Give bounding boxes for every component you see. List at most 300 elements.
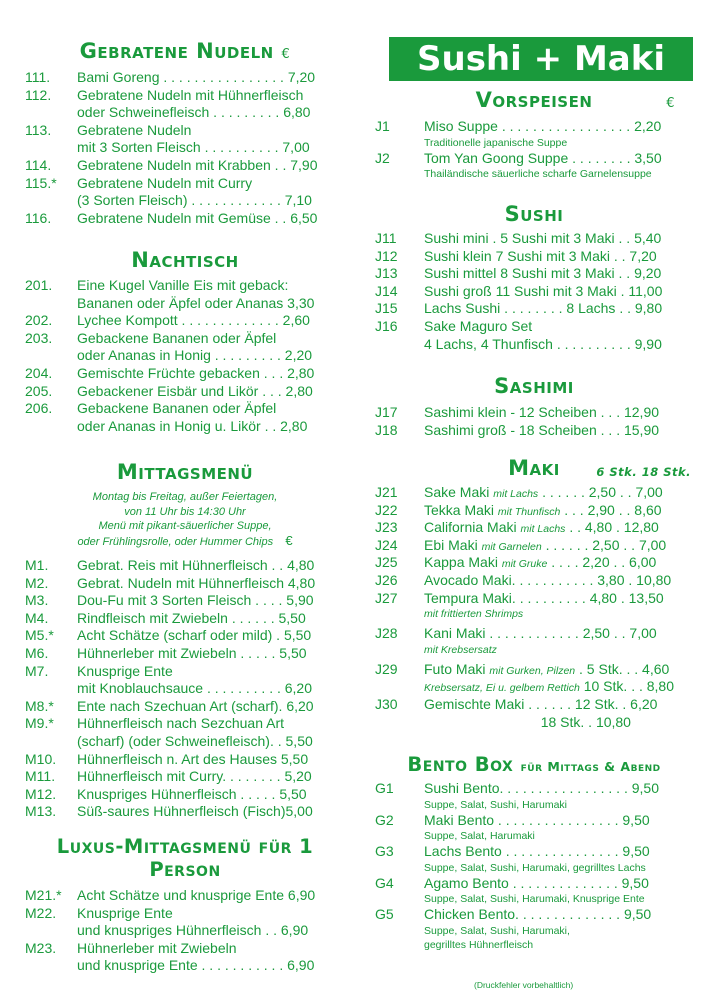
item-text <box>424 248 693 266</box>
item-name: Gebrat. Nudeln mit Hühnerfleisch 4,80 <box>77 574 316 591</box>
item-name: Miso Suppe . . . . . . . . . . . . . . . . . 2,20 <box>424 118 662 134</box>
item-name: Lachs Sushi . . . . . . . . 8 Lachs . . 9,80 <box>424 300 663 317</box>
item-name: Tekka Maki <box>424 501 495 518</box>
item-name: Sushi mini . 5 Sushi mit 3 Maki . . 5,40 <box>424 230 662 246</box>
menu-item-row <box>25 887 345 905</box>
item-detail: mit Garnelen <box>481 540 542 553</box>
item-number: J15 <box>375 300 398 317</box>
menu-item-row <box>375 422 693 440</box>
menu-item-row <box>375 502 693 520</box>
item-name: Kappa Maki <box>424 554 498 571</box>
item-number: M3. <box>25 592 49 609</box>
item-price: . . 4,80 . 12,80 <box>569 519 659 536</box>
item-text <box>77 192 345 210</box>
item-name: Gebackener Eisbär und Likör . . . 2,80 <box>77 382 313 399</box>
menu-item-row <box>25 312 345 330</box>
item-description-text: Suppe, Salat, Sushi, Harumaki, Knusprige Ente <box>424 893 645 906</box>
item-name: (scharf) (oder Schweinefleisch). . 5,50 <box>77 732 313 749</box>
item-name: Lychee Kompott . . . . . . . . . . . . . 2,60 <box>77 312 310 329</box>
item-name: Gebackene Bananen oder Äpfel <box>77 329 277 346</box>
item-name: Knusprige Ente <box>77 904 173 921</box>
item-name: Tom Yan Goong Suppe . . . . . . . . 3,50 <box>424 149 662 166</box>
item-number: 204. <box>25 364 53 381</box>
item-text <box>77 803 345 821</box>
menu-item-row <box>25 400 345 418</box>
item-text <box>77 157 345 175</box>
item-name: Gebackene Bananen oder Äpfel <box>77 400 277 417</box>
item-name: und knusprige Ente . . . . . . . . . . . 6,90 <box>77 957 315 974</box>
item-name: 4 Lachs, 4 Thunfisch . . . . . . . . . . 9,90 <box>424 335 662 352</box>
item-text <box>424 625 693 643</box>
menu-item-row <box>375 283 693 301</box>
sashimi-section <box>375 374 693 439</box>
item-text <box>424 283 693 301</box>
menu-item-row <box>25 715 345 733</box>
item-name: Sushi klein 7 Sushi mit 3 Maki . . 7,20 <box>424 247 657 264</box>
item-description-text: Suppe, Salat, Sushi, Harumaki <box>424 798 567 811</box>
item-name: mit Knoblauchsauce . . . . . . . . . . 6,20 <box>77 680 313 697</box>
menu-item-row <box>25 277 345 295</box>
menu-item-row <box>375 875 693 893</box>
item-name: Gebratene Nudeln mit Gemüse . . 6,50 <box>77 209 318 226</box>
item-number: M4. <box>25 609 49 626</box>
item-name: Lachs Bento . . . . . . . . . . . . . . . 9,50 <box>424 843 650 860</box>
item-name: Acht Schätze und knusprige Ente 6,90 <box>77 887 316 903</box>
menu-item-row <box>25 157 345 175</box>
item-name: Kani Maki . . . . . . . . . . . . 2,50 . . 7,00 <box>424 625 657 642</box>
menu-item-description <box>375 892 693 906</box>
item-number: 203. <box>25 329 53 346</box>
item-text <box>77 733 345 751</box>
menu-item-description <box>375 938 693 952</box>
menu-item-row <box>25 645 345 663</box>
item-name: Sashimi klein - 12 Scheiben . . . 12,90 <box>424 404 660 420</box>
item-name: Sake Maguro Set <box>424 317 533 334</box>
item-number: J29 <box>375 660 398 677</box>
item-name: Knusprige Ente <box>77 662 173 679</box>
menu-item-row <box>375 678 693 696</box>
section-title-nachtisch: Nachtisch <box>131 248 239 272</box>
menu-item-row <box>25 751 345 769</box>
menu-item-row <box>25 768 345 786</box>
item-text <box>77 887 345 905</box>
menu-item-row <box>25 347 345 365</box>
menu-item-row <box>375 572 693 590</box>
item-number: M13. <box>25 803 57 820</box>
menu-item-row <box>375 780 693 798</box>
menu-item-row <box>25 104 345 122</box>
menu-item-row <box>25 610 345 628</box>
menu-item-row <box>25 698 345 716</box>
item-text <box>77 312 345 330</box>
item-text <box>424 590 693 608</box>
menu-item-row <box>25 680 345 698</box>
item-description-text: Suppe, Salat, Harumaki <box>424 830 535 843</box>
item-name: oder Ananas in Honig . . . . . . . . . 2,20 <box>77 347 313 364</box>
menu-item-row <box>25 592 345 610</box>
item-text <box>77 627 345 645</box>
luxus-section <box>25 835 345 975</box>
item-detail: mit Lachs <box>520 523 566 536</box>
menu-item-description <box>375 607 693 621</box>
item-text <box>77 365 345 383</box>
item-text <box>77 905 345 923</box>
item-text <box>77 347 345 365</box>
item-text <box>77 663 345 681</box>
item-number: J11 <box>375 230 397 246</box>
item-number: J16 <box>375 317 398 334</box>
sushi-maki-banner: Sushi + Maki <box>389 37 693 81</box>
item-text <box>77 957 345 975</box>
item-name: 18 Stk. . 10,80 <box>424 713 631 730</box>
item-name: Eine Kugel Vanille Eis mit geback: <box>77 277 289 293</box>
item-text <box>77 400 345 418</box>
menu-item-row <box>375 590 693 608</box>
item-number: J23 <box>375 519 398 536</box>
item-number: 206. <box>25 400 53 417</box>
item-name: Futo Maki <box>424 660 486 677</box>
menu-item-row <box>375 537 693 555</box>
item-number: G4 <box>375 874 394 891</box>
item-text <box>77 698 345 716</box>
item-detail: Krebsersatz, Ei u. gelbem Rettich <box>424 682 580 695</box>
item-text <box>424 714 693 732</box>
section-title-vorspeisen: Vorspeisen € <box>475 88 675 112</box>
item-text <box>424 300 693 318</box>
section-title-mittag: Mittagsmenü <box>116 460 254 484</box>
item-text <box>77 122 345 140</box>
item-description-text: gegrilltes Hühnerfleisch <box>424 938 534 951</box>
menu-item-row <box>375 812 693 830</box>
item-name: Hühnerleber mit Zwiebeln . . . . . 5,50 <box>77 644 307 661</box>
item-text <box>77 610 345 628</box>
item-name: Gemischte Maki . . . . . . 12 Stk. . 6,20 <box>424 695 658 712</box>
item-name: Tempura Maki. . . . . . . . . . 4,80 . 13,50 <box>424 589 664 606</box>
menu-item-row <box>25 383 345 401</box>
sushi-section <box>375 202 693 353</box>
section-title-bento: Bento Box für Mittags & Abend <box>407 753 661 776</box>
item-number: J26 <box>375 571 398 588</box>
item-number: M10. <box>25 750 57 767</box>
menu-item-row <box>375 336 693 354</box>
item-price: . . . . . . 2,50 . . 7,00 <box>542 484 663 500</box>
item-text <box>77 210 345 228</box>
nachtisch-section <box>25 248 345 435</box>
section-title-sushi: Sushi <box>504 202 564 226</box>
section-title-luxus: Luxus-Mittagsmenü für 1 Person <box>56 835 314 881</box>
item-text <box>424 118 693 136</box>
item-name: Hühnerfleisch n. Art des Hauses 5,50 <box>77 750 309 767</box>
item-name: Rindfleisch mit Zwiebeln . . . . . . 5,50 <box>77 609 306 626</box>
item-number: M2. <box>25 574 49 591</box>
menu-item-row <box>375 661 693 679</box>
item-name: Hühnerleber mit Zwiebeln <box>77 939 237 956</box>
item-number: 116. <box>25 209 52 226</box>
item-description-text: Suppe, Salat, Sushi, Harumaki, gegrilltes Lachs <box>424 861 646 874</box>
item-name: oder Schweinefleisch . . . . . . . . . 6,80 <box>77 104 311 121</box>
menu-item-description <box>375 798 693 812</box>
item-name: Maki Bento . . . . . . . . . . . . . . . . 9,50 <box>424 811 650 828</box>
item-name: Gebrat. Reis mit Hühnerfleisch . . 4,80 <box>77 557 315 573</box>
section-title-sashimi: Sashimi <box>494 374 574 398</box>
item-name: Bananen oder Äpfel oder Ananas 3,30 <box>77 294 315 311</box>
item-price: 10 Stk. . . 8,80 <box>583 678 674 695</box>
item-name: Sushi mittel 8 Sushi mit 3 Maki . . 9,20 <box>424 265 662 282</box>
item-name: Gebratene Nudeln <box>77 121 192 138</box>
item-number: 113. <box>25 121 52 138</box>
menu-item-row <box>25 122 345 140</box>
item-text <box>424 318 693 336</box>
menu-item-row <box>375 318 693 336</box>
mittag-section <box>25 460 345 821</box>
menu-item-row <box>25 139 345 157</box>
mittag-note: Montag bis Freitag, außer Feiertagen, von 11 Uhr bis 14:30 Uhr Menü mit pikant-säuerlicher Suppe, oder Frühlingsrolle, oder Hummer Chips € <box>77 491 293 548</box>
item-number: 201. <box>25 277 53 293</box>
item-text <box>77 557 345 575</box>
item-name: Ebi Maki <box>424 536 478 553</box>
item-description-text: Thailändische säuerliche scharfe Garnelensuppe <box>424 168 652 181</box>
menu-item-description <box>375 136 693 150</box>
item-text <box>424 572 693 590</box>
item-name: Sushi groß 11 Sushi mit 3 Maki . 11,00 <box>424 282 663 299</box>
item-name: Hühnerfleisch nach Sezchuan Art <box>77 715 285 732</box>
item-number: M21.* <box>25 887 62 903</box>
menu-item-row <box>25 295 345 313</box>
item-text <box>424 780 693 798</box>
item-description-text: mit frittierten Shrimps <box>424 608 524 621</box>
item-number: M22. <box>25 904 57 921</box>
item-text <box>424 843 693 861</box>
bento-section <box>375 753 693 952</box>
item-number: J28 <box>375 625 398 642</box>
item-description-text: mit Krebsersatz <box>424 643 497 656</box>
item-text <box>77 104 345 122</box>
item-number: 111. <box>25 69 51 85</box>
item-name: Sushi Bento. . . . . . . . . . . . . . . . . 9,50 <box>424 780 659 796</box>
item-text <box>424 422 693 440</box>
menu-item-row <box>375 714 693 732</box>
item-number: J2 <box>375 149 390 166</box>
item-number: M6. <box>25 644 49 661</box>
menu-item-row <box>375 150 693 168</box>
item-number: M8.* <box>25 697 54 714</box>
item-name: (3 Sorten Fleisch) . . . . . . . . . . . . 7,10 <box>77 192 312 209</box>
menu-item-description <box>375 829 693 843</box>
section-title-maki: Maki 6 Stk. 18 Stk. <box>508 456 691 480</box>
menu-item-row <box>375 906 693 924</box>
menu-item-row <box>25 365 345 383</box>
currency-label: € <box>666 96 675 111</box>
menu-item-row <box>25 940 345 958</box>
item-text <box>424 875 693 893</box>
item-number: G5 <box>375 906 394 923</box>
item-text <box>77 87 345 105</box>
item-name: California Maki <box>424 519 517 536</box>
menu-item-row <box>25 575 345 593</box>
menu-item-row <box>375 230 693 248</box>
item-text <box>424 404 693 422</box>
item-price: . . . 2,90 . . 8,60 <box>564 501 662 518</box>
item-name: und knuspriges Hühnerfleisch . . 6,90 <box>77 922 309 939</box>
item-name: Gebratene Nudeln mit Krabben . . 7,90 <box>77 156 318 173</box>
menu-item-row <box>375 625 693 643</box>
menu-item-row <box>375 696 693 714</box>
menu-item-description <box>375 643 693 657</box>
menu-item-row <box>25 87 345 105</box>
item-number: J13 <box>375 265 398 282</box>
item-number: M23. <box>25 939 57 956</box>
item-number: M7. <box>25 662 49 679</box>
footer-note: (Druckfehler vorbehaltlich) <box>474 980 574 990</box>
item-name: Ente nach Szechuan Art (scharf). 6,20 <box>77 697 314 714</box>
menu-item-row <box>375 248 693 266</box>
item-text <box>77 940 345 958</box>
menu-item-row <box>375 265 693 283</box>
item-number: J27 <box>375 589 398 606</box>
item-name: Gebratene Nudeln mit Curry <box>77 174 253 191</box>
menu-item-row <box>25 557 345 575</box>
item-text <box>77 139 345 157</box>
menu-item-row <box>25 418 345 436</box>
menu-item-row <box>25 922 345 940</box>
item-number: G2 <box>375 811 394 828</box>
item-number: M5.* <box>25 627 54 644</box>
menu-item-row <box>375 843 693 861</box>
menu-item-row <box>25 627 345 645</box>
item-text <box>424 150 693 168</box>
item-name: Gebratene Nudeln mit Hühnerfleisch <box>77 86 304 103</box>
item-name: Sake Maki <box>424 484 490 500</box>
item-number: 115.* <box>25 174 57 191</box>
item-number: J1 <box>375 118 390 134</box>
item-text <box>424 906 693 924</box>
item-text <box>77 295 345 313</box>
item-text <box>424 230 693 248</box>
menu-item-row <box>25 330 345 348</box>
item-name: Süß-saures Hühnerfleisch (Fisch)5,00 <box>77 803 313 820</box>
item-text <box>77 786 345 804</box>
item-name: Knuspriges Hühnerfleisch . . . . . 5,50 <box>77 785 307 802</box>
item-detail: mit Thunfisch <box>497 505 561 518</box>
item-text <box>77 592 345 610</box>
menu-item-row <box>375 404 693 422</box>
item-text <box>424 696 693 714</box>
item-text <box>424 812 693 830</box>
item-detail: mit Gruke <box>501 558 548 571</box>
menu-item-row <box>375 554 693 572</box>
menu-item-row <box>375 300 693 318</box>
item-text <box>77 922 345 940</box>
item-name: Dou-Fu mit 3 Sorten Fleisch . . . . 5,90 <box>77 592 314 609</box>
item-text <box>77 383 345 401</box>
item-number: J14 <box>375 282 398 299</box>
menu-item-row <box>25 733 345 751</box>
item-text <box>77 277 345 295</box>
menu-item-description <box>375 924 693 938</box>
item-number: J17 <box>375 404 398 420</box>
item-number: M9.* <box>25 715 54 732</box>
menu-item-row <box>25 663 345 681</box>
item-text <box>77 69 345 87</box>
item-text <box>424 336 693 354</box>
item-text <box>77 175 345 193</box>
item-detail: mit Lachs <box>493 488 539 500</box>
item-number: M11. <box>25 768 56 785</box>
menu-item-row <box>25 786 345 804</box>
item-name: Agamo Bento . . . . . . . . . . . . . . 9,50 <box>424 874 649 891</box>
item-number: J12 <box>375 247 398 264</box>
item-text <box>77 645 345 663</box>
item-name: Hühnerfleisch mit Curry. . . . . . . . 5,20 <box>77 768 312 785</box>
nudeln-section <box>25 39 345 227</box>
menu-item-row <box>375 118 693 136</box>
currency-label: € <box>285 532 293 548</box>
item-text <box>77 768 345 786</box>
menu-item-row <box>25 803 345 821</box>
item-number: 205. <box>25 382 53 399</box>
menu-item-row <box>25 175 345 193</box>
item-text <box>77 575 345 593</box>
section-title-nudeln: Gebratene Nudeln € <box>79 39 291 63</box>
menu-item-description <box>375 861 693 875</box>
item-price: . . . . 2,20 . . 6,00 <box>551 554 657 571</box>
menu-item-row <box>25 905 345 923</box>
menu-item-row <box>25 192 345 210</box>
item-number: 112. <box>25 86 52 103</box>
item-number: J24 <box>375 536 398 553</box>
item-name: Sashimi groß - 18 Scheiben . . . 15,90 <box>424 421 660 438</box>
item-number: M1. <box>25 557 49 573</box>
item-name: Avocado Maki. . . . . . . . . . . 3,80 . 10,80 <box>424 571 672 588</box>
vorspeisen-section <box>375 88 693 181</box>
item-text <box>77 680 345 698</box>
item-name: oder Ananas in Honig u. Likör . . 2,80 <box>77 417 308 434</box>
maki-section <box>375 456 693 731</box>
menu-item-row <box>25 957 345 975</box>
item-name: Acht Schätze (scharf oder mild) . 5,50 <box>77 627 312 644</box>
item-number: J25 <box>375 554 398 571</box>
item-description-text: Suppe, Salat, Sushi, Harumaki, <box>424 924 570 937</box>
item-detail: mit Gurken, Pilzen <box>489 664 576 677</box>
item-text <box>77 330 345 348</box>
item-number: M12. <box>25 785 57 802</box>
menu-item-row <box>25 210 345 228</box>
menu-item-row <box>375 484 693 502</box>
item-price: . 5 Stk. . . 4,60 <box>579 660 670 677</box>
menu-item-row <box>375 519 693 537</box>
item-name: mit 3 Sorten Fleisch . . . . . . . . . . 7,00 <box>77 139 310 156</box>
item-number: J30 <box>375 695 398 712</box>
item-name: Gemischte Früchte gebacken . . . 2,80 <box>77 364 315 381</box>
item-text <box>77 418 345 436</box>
item-text <box>77 715 345 733</box>
currency-label: € <box>281 47 291 62</box>
item-price: . . . . . . 2,50 . . 7,00 <box>545 536 667 553</box>
item-name: Bami Goreng . . . . . . . . . . . . . . . . 7,20 <box>77 69 316 85</box>
item-number: J18 <box>375 421 398 438</box>
item-description-text: Traditionelle japanische Suppe <box>424 136 568 149</box>
maki-column-header: 6 Stk. 18 Stk. <box>596 465 691 479</box>
menu-item-row <box>25 69 345 87</box>
item-number: 114. <box>25 156 52 173</box>
item-text <box>77 751 345 769</box>
menu-item-description <box>375 167 693 181</box>
item-number: G3 <box>375 843 394 860</box>
item-number: 202. <box>25 312 53 329</box>
item-text <box>424 265 693 283</box>
item-number: G1 <box>375 780 394 796</box>
item-number: J22 <box>375 501 398 518</box>
